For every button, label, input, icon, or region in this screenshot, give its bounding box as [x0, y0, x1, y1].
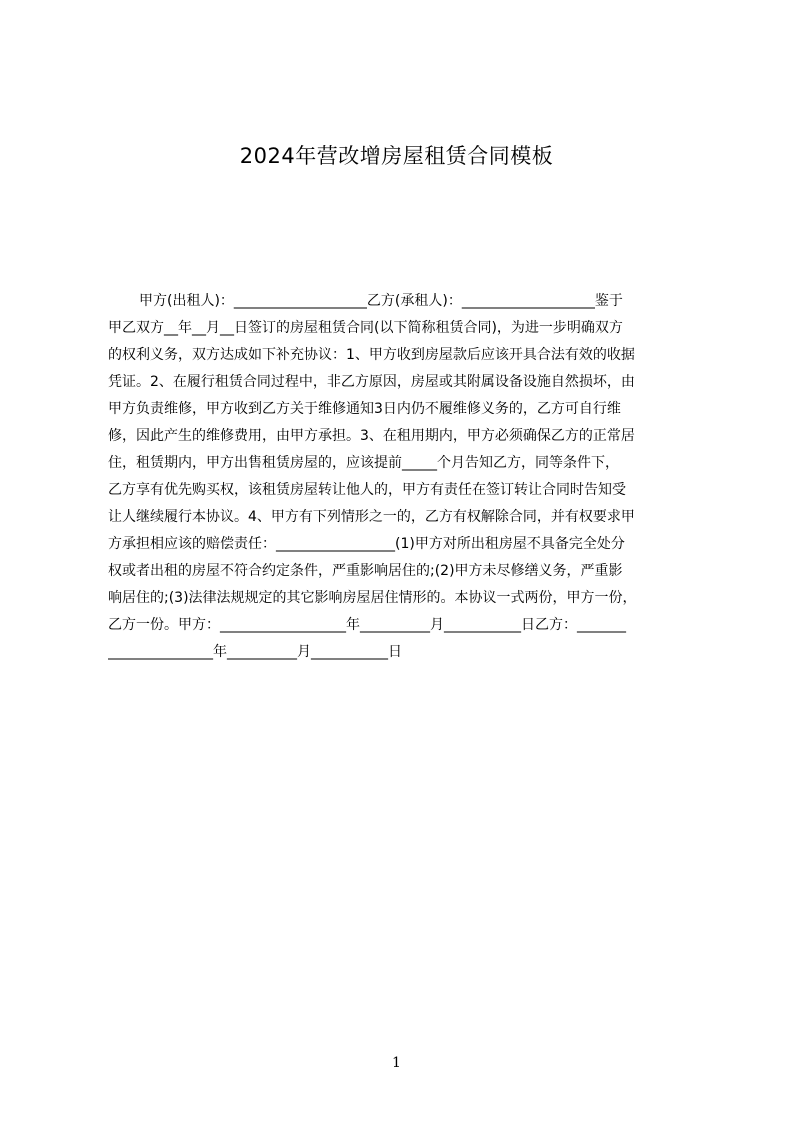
body-line: 的权利义务，双方达成如下补充协议：1、甲方收到房屋款后应该开具合法有效的收据	[108, 347, 635, 363]
body-line: 权或者出租的房屋不符合约定条件，严重影响居住的;(2)甲方未尽修缮义务，严重影	[108, 563, 623, 579]
body-line: 凭证。2、在履行租赁合同过程中，非乙方原因，房屋或其附属设备设施自然损坏，由	[108, 374, 635, 390]
body-line: _______________年__________月___________日	[108, 644, 402, 660]
body-line: 方承担相应该的赔偿责任：_________________(1)甲方对所出租房屋不具备完全处分	[108, 536, 625, 552]
document-body	[108, 288, 696, 668]
body-line: 甲方(出租人)：___________________乙方(承租人)：___________________鉴于	[139, 293, 623, 309]
body-line: 甲方负责维修，甲方收到乙方关于维修通知3日内仍不履维修义务的，乙方可自行维	[108, 401, 621, 417]
body-line: 乙方一份。甲方：__________________年__________月___________日乙方：_______	[108, 617, 626, 633]
body-line: 住，租赁期内，甲方出售租赁房屋的，应该提前_____个月告知乙方，同等条件下，	[108, 455, 619, 471]
body-line: 让人继续履行本协议。4、甲方有下列情形之一的，乙方有权解除合同，并有权要求甲	[108, 509, 635, 525]
body-line: 甲乙双方__年__月__日签订的房屋租赁合同(以下简称租赁合同)，为进一步明确双方	[108, 320, 623, 336]
body-line: 修，因此产生的维修费用，由甲方承担。3、在租用期内，甲方必须确保乙方的正常居	[108, 428, 635, 444]
body-line: 响居住的;(3)法律法规规定的其它影响房屋居住情形的。本协议一式两份，甲方一份，	[108, 590, 637, 606]
body-line: 乙方享有优先购买权，该租赁房屋转让他人的，甲方有责任在签订转让合同时告知受	[108, 482, 626, 498]
page-number: 1	[392, 1055, 401, 1071]
document-title: 2024年营改增房屋租赁合同模板	[239, 144, 554, 168]
